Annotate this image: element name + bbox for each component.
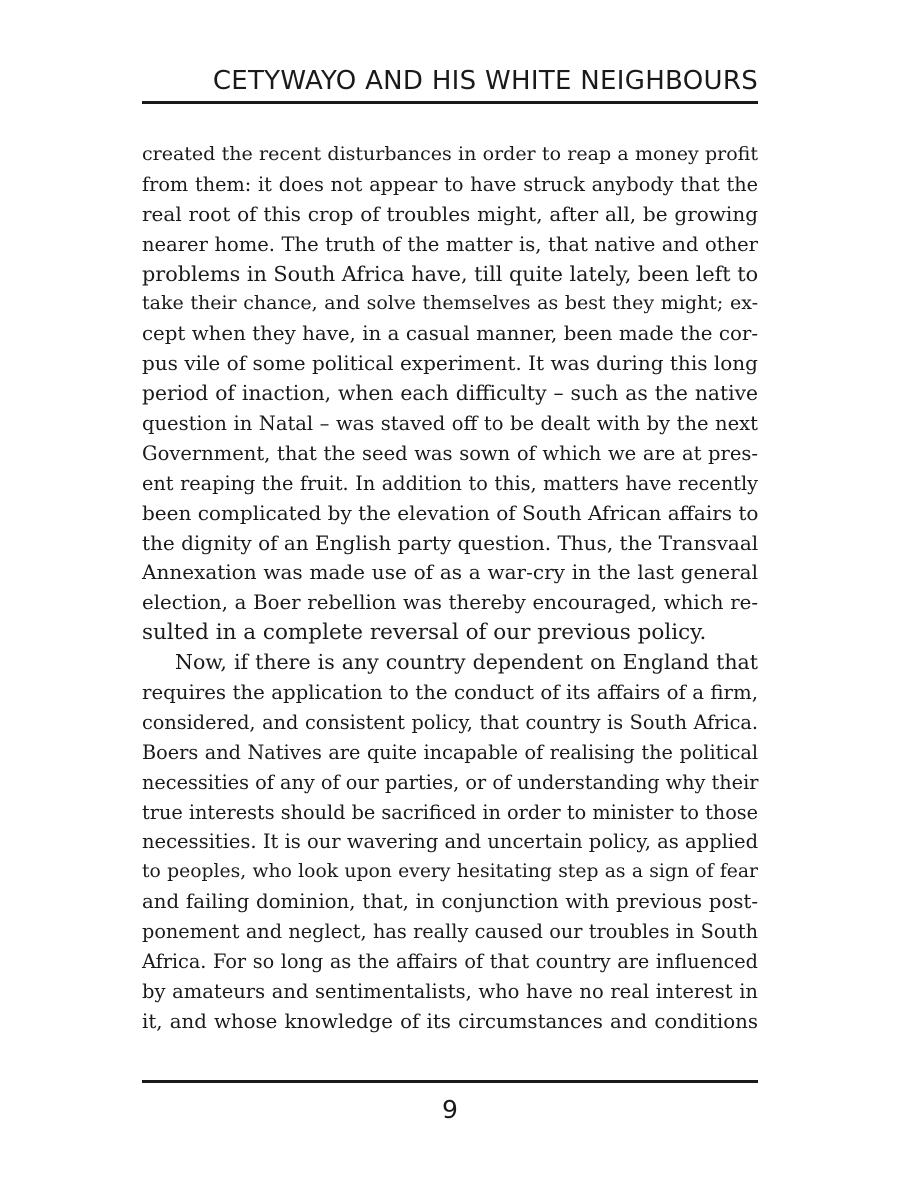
text-line: created the recent disturbances in order to reap a money profit [142, 143, 758, 165]
text-line: election, a Boer rebellion was thereby encouraged, which re- [142, 591, 758, 615]
text-line: Annexation was made use of as a war-cry in the last general [142, 560, 758, 585]
text-line: necessities. It is our wavering and uncertain policy, as applied [142, 830, 759, 854]
page-body [142, 140, 758, 1037]
text-line: Now, if there is any country dependent on England that [175, 650, 758, 675]
page-number: 9 [442, 1095, 458, 1124]
text-line: Government, that the seed was sown of which we are at pres- [142, 441, 758, 465]
text-line: the dignity of an English party question. Thus, the Transvaal [142, 530, 759, 555]
text-line: real root of this crop of troubles might, after all, be growing [142, 201, 758, 226]
paragraph-1 [142, 140, 758, 648]
text-line: Boers and Natives are quite incapable of realising the political [142, 740, 758, 764]
text-line: it, and whose knowledge of its circumstances and conditions [142, 1009, 758, 1033]
running-header: CETYWAYO AND HIS WHITE NEIGHBOURS [212, 66, 758, 96]
text-line: from them: it does not appear to have struck anybody that the [142, 172, 758, 196]
text-line: problems in South Africa have, till quite lately, been left to [142, 261, 759, 286]
text-line: take their chance, and solve themselves as best they might; ex- [142, 292, 758, 315]
text-line: to peoples, who look upon every hesitating step as a sign of fear [142, 861, 758, 883]
header-rule [142, 101, 758, 104]
text-line: requires the application to the conduct of its affairs of a firm, [142, 681, 758, 705]
paragraph-2 [142, 648, 758, 1037]
text-line: pus vile of some political experiment. It was during this long [142, 351, 758, 376]
text-line: cept when they have, in a casual manner, been made the cor- [142, 322, 758, 346]
text-line: period of inaction, when each difficulty – such as the native [142, 381, 758, 406]
text-line: ponement and neglect, has really caused our troubles in South [142, 920, 758, 944]
text-line: been complicated by the elevation of South African affairs to [142, 500, 759, 525]
text-line: true interests should be sacrificed in order to minister to those [142, 800, 759, 824]
text-line: Africa. For so long as the affairs of that country are influenced [142, 950, 758, 974]
text-line: sulted in a complete reversal of our previous policy. [142, 620, 707, 646]
text-line: necessities of any of our parties, or of understanding why their [142, 770, 759, 794]
text-line: nearer home. The truth of the matter is, that native and other [142, 232, 758, 256]
footer-rule [142, 1080, 758, 1083]
text-line: ent reaping the fruit. In addition to this, matters have recently [142, 471, 758, 495]
text-line: considered, and consistent policy, that country is South Africa. [142, 710, 758, 734]
text-line: by amateurs and sentimentalists, who have no real interest in [142, 979, 758, 1003]
text-line: and failing dominion, that, in conjunction with previous post- [142, 890, 758, 914]
text-line: question in Natal – was staved off to be dealt with by the next [142, 412, 758, 436]
